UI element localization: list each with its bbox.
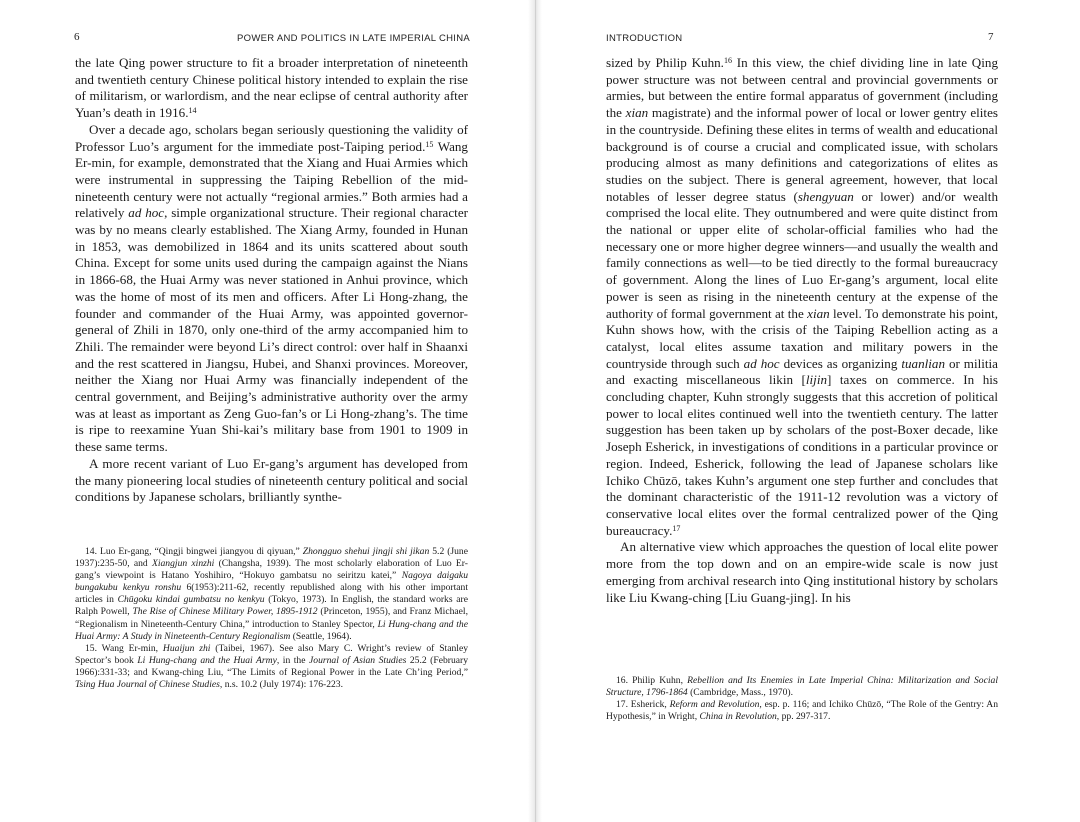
footnote (75, 643, 468, 691)
text-run: or lower) and/or wealth comprised the local elite. They outnumbered and were quite distinct from the national or upper elite of scholar-official families who had the necessary one or more higher degree winners—and usually the wealth and family connections as well—to be tied directly to the formal bureaucracy of government. Along the lines of Luo Er-gang’s argument, local elite power is seen as rising in the nineteenth century at the expense of the authority of formal government at the (606, 188, 998, 321)
text-run: 14. Luo Er-gang, “Qingji bingwei jiangyou di qiyuan,” (85, 546, 303, 557)
right-page (540, 0, 1080, 822)
footnotes (75, 546, 468, 691)
text-run: , simple organizational structure. Their regional character was by no means clearly established. The Xiang Army, founded in Hunan in 1853, was demobilized in 1864 and its units scattered about south China. Except for some units used during the campaign against the Nians in 1866-68, the Huai Army was never stationed in Anhui province, which was the home of most of its men and officers. After Li Hong-zhang, the founder and commander of the Huai Army, was appointed governor-general of Zhili in 1870, only one-third of the army accompanied him to Zhili. The remainder were beyond Li’s direct control: over half in Shaanxi and the rest scattered in Jiangsu, Hubei, and Shanxi provinces. Moreover, neither the Xiang nor Huai Army was financially independent of the central government, and Beijing’s administrative authority over the army was at least as important as Zeng Guo-fan’s or Li Hong-zhang’s. The time is ripe to reexamine Yuan Shi-kai’s military base from 1901 to 1909 in these same terms. (75, 205, 468, 455)
text-run: , esp. p. 116; and Ichiko Chūzō, “The Role of the Gentry: An Hypothesis,” in Wright, (606, 699, 998, 723)
text-run: Wang Er-min, for example, demonstrated that the Xiang and Huai Armies which were instrumental in suppressing the Taiping Rebellion of the mid-nineteenth century were not actually “regional armies.” Both armies had a relatively (75, 138, 468, 221)
italic-run: lijin (805, 372, 828, 388)
text-run: , in the (276, 654, 310, 666)
italic-run: Reform and Revolution (669, 699, 760, 711)
italic-run: Journal of Asian Studies (309, 654, 407, 666)
text-run: devices as organizing (779, 355, 902, 371)
italic-run: Nagoya daigaku bungakubu kenkyu ronshu (75, 570, 468, 594)
page-number: 6 (74, 31, 80, 43)
text-run: level. To demonstrate his point, Kuhn shows how, with the crisis of the Taiping Rebellion acting as a catalyst, local elites assume taxation and military powers in the countryside through such (606, 305, 998, 371)
text-run: sized by Philip Kuhn. (606, 55, 724, 70)
text-run: 6(1953):211-62, recently republished along with his other important articles in (75, 582, 469, 606)
text-run: (Tokyo, 1973). In English, the standard works are Ralph Powell, (75, 594, 469, 618)
italic-run: Xiangjun xinzhi (151, 558, 215, 570)
gutter-divider (535, 0, 536, 822)
note-reference: 17 (672, 523, 681, 533)
text-run: (Seattle, 1964). (290, 630, 352, 642)
text-run: An alternative view which approaches the question of local elite power more from the top down and on an empire-wide scale is now just emerging from archival research into Qing institutional history by scholars like Liu Kwang-ching [Liu Guang-jing]. In his (606, 539, 998, 605)
paragraph (606, 539, 998, 606)
running-head: INTRODUCTION (606, 33, 683, 44)
footnote (606, 675, 998, 699)
italic-run: ad hoc (743, 355, 780, 371)
text-run: (Princeton, 1955), and Franz Michael, “Regionalism in Nineteenth-Century China,” introduction to Stanley Spector, (75, 606, 468, 630)
italic-run: Tsing Hua Journal of Chinese Studies (75, 679, 220, 691)
note-reference: 14 (188, 106, 197, 116)
body-text (75, 55, 468, 506)
text-run: 5.2 (June 1937):235-50, and (75, 546, 468, 570)
text-run: 15. Wang Er-min, (85, 642, 163, 654)
italic-run: Huaijun zhi (162, 642, 211, 654)
text-run: 17. Esherick, (616, 699, 670, 711)
text-run: the late Qing power structure to fit a broader interpretation of nineteenth and twentieth century Chinese political history intended to explain the rise of militarism, or warlordism, and the near eclipse of central authority after Yuan’s death in 1916. (75, 55, 468, 121)
text-run: 25.2 (February 1966):331-33; and Kwang-ching Liu, “The Limits of Regional Power in the Late Ch’ing Period,” (75, 654, 469, 678)
italic-run: xian (625, 105, 649, 121)
text-run: , pp. 297-317. (776, 711, 831, 723)
italic-run: xian (807, 305, 830, 321)
text-run: 16. Philip Kuhn, (616, 675, 688, 686)
running-head: POWER AND POLITICS IN LATE IMPERIAL CHINA (237, 33, 470, 44)
text-run: Over a decade ago, scholars began seriously questioning the validity of Professor Luo’s argument for the immediate post-Taiping period. (75, 121, 468, 154)
text-run: magistrate) and the informal power of local or lower gentry elites in the countryside. Defining these elites in terms of wealth and educational background is of course a crucial and complicated issue, with scholars producing almost as many definitions and categorizations of elites as studies on the subject. There is general agreement, however, that local notables of lesser degree status ( (606, 105, 998, 204)
italic-run: Li Hung-chang and the Huai Army (137, 654, 277, 666)
footnote (606, 699, 998, 723)
paragraph (75, 456, 468, 506)
footnotes (606, 675, 998, 723)
paragraph (75, 122, 468, 456)
text-run: or militia and exacting miscellaneous likin [ (606, 355, 998, 388)
italic-run: The Rise of Chinese Military Power, 1895-1912 (132, 606, 318, 618)
italic-run: Chūgoku kindai gumbatsu no kenkyu (117, 594, 265, 606)
body-text (606, 55, 998, 606)
italic-run: China in Revolution (699, 711, 777, 723)
italic-run: shengyuan (797, 188, 854, 204)
page-number: 7 (988, 31, 994, 43)
text-run: (Cambridge, Mass., 1970). (687, 687, 793, 699)
italic-run: ad hoc (128, 205, 165, 221)
paragraph (606, 55, 998, 539)
paragraph (75, 55, 468, 122)
text-run: A more recent variant of Luo Er-gang’s argument has developed from the many pioneering local studies of nineteenth century political and social conditions by Japanese scholars, brilliantly synthe- (75, 455, 468, 505)
text-run: ] taxes on commerce. In his concluding chapter, Kuhn strongly suggests that this accretion of political power to local elites continued well into the twentieth century. The latter suggestion has been taken up by scholars of the post-Boxer decade, like Joseph Esherick, in investigations of conditions in a particular province or region. Indeed, Esherick, following the lead of Japanese scholars like Ichiko Chūzō, takes Kuhn’s argument one step further and concludes that the dominant characteristic of the 1911-12 revolution was a victory of conservative local elites over the formal centralized power of the Qing bureaucracy. (606, 372, 998, 538)
text-run: In this view, the chief dividing line in late Qing power structure was not between central and provincial governments or armies, but between the entire formal apparatus of government (including the (606, 55, 998, 121)
text-run: (Taibei, 1967). See also Mary C. Wright’s review of Stanley Spector’s book (75, 642, 468, 666)
text-run: , n.s. 10.2 (July 1974): 176-223. (219, 679, 344, 691)
italic-run: Zhongguo shehui jingji shi jikan (302, 546, 430, 557)
note-reference: 15 (425, 139, 434, 149)
italic-run: Rebellion and Its Enemies in Late Imperial China: Militarization and Social Structure, 1796-1864 (606, 675, 998, 699)
text-run: (Changsha, 1939). The most scholarly elaboration of Luo Er-gang’s viewpoint is Hatano Yoshihiro, “Hokuyo gambatsu no seiritzu katei,” (75, 558, 468, 582)
footnote (75, 546, 468, 643)
note-reference: 16 (723, 56, 732, 65)
italic-run: Li Hung-chang and the Huai Army: A Study in Nineteenth-Century Regionalism (75, 618, 468, 642)
italic-run: tuanlian (901, 355, 945, 371)
